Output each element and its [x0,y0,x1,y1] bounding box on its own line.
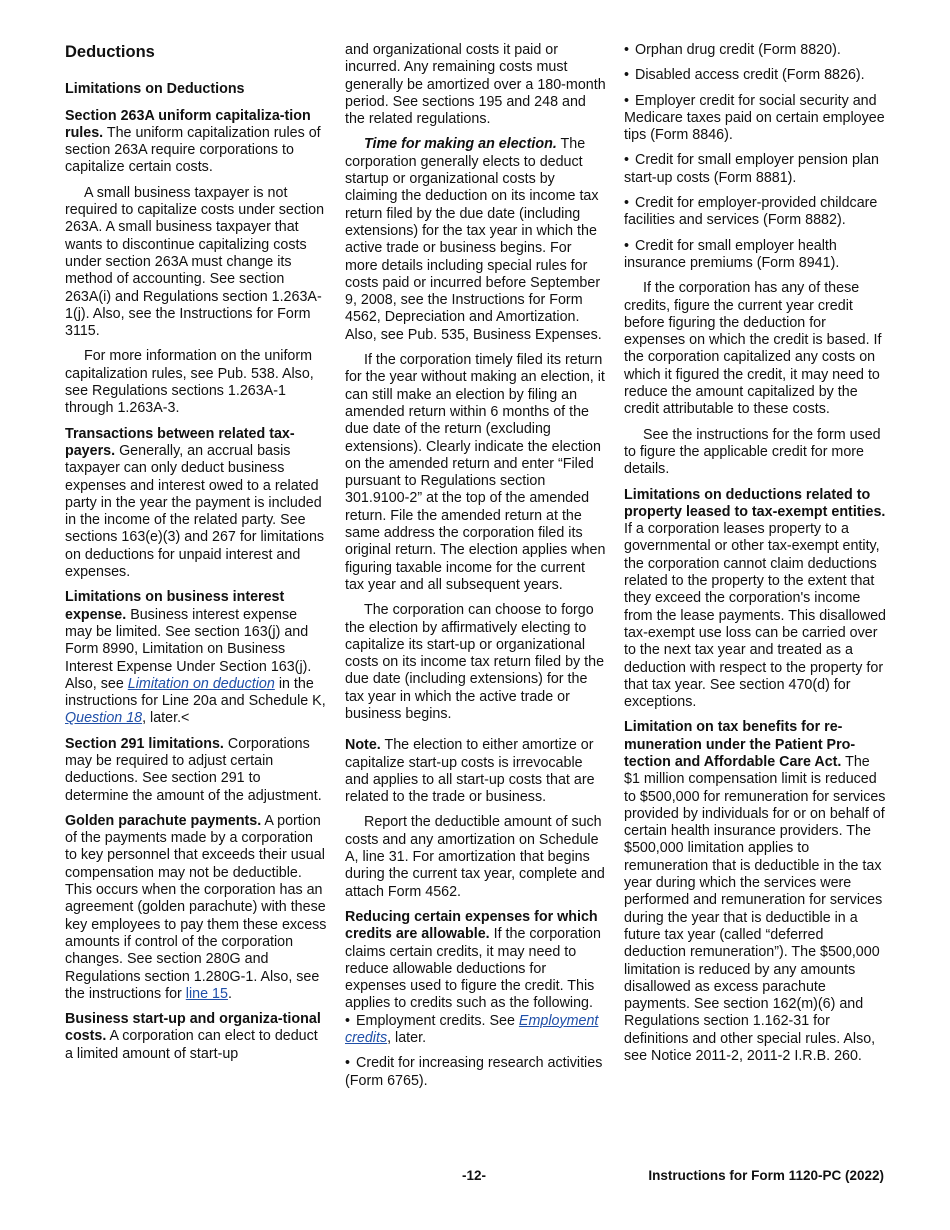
question-18-link[interactable]: Question 18 [65,710,143,727]
run-in-heading: Transactions between related tax-payers. [65,425,295,459]
run-in-heading: Time for making an election. [364,136,557,153]
paragraph: Golden parachute payments. A portion of the payments made by a corporation to key personnel that exceeds their usual compensation may not be deductible. This occurs when the corporation has an agreement (golden parachute) with these key employees to pay them these excess amounts if control of the corporation changes. See section 280G and Regulations section 1.280G-1. Also, see the instructions for line 15. [65,812,327,1002]
list-item: • Orphan drug credit (Form 8820). [624,42,886,59]
paragraph: The corporation can choose to forgo the election by affirmatively electing to capitalize its start-up or organizational costs on its income tax return filed by the due date (including extensions) for the tax year in which the active trade or business begins. [345,602,605,722]
list-item: • Employer credit for social security and Medicare taxes paid on certain employee tips (Form 8846). [624,93,886,145]
middle-column [345,42,607,1098]
line-15-link[interactable]: line 15 [185,985,228,1002]
left-column [65,40,327,1071]
paragraph: Time for making an election. The corporation generally elects to deduct startup or organizational costs by claiming the deduction on its income tax return filed by the due date (including extensions) for the tax year in which the active trade or business begins. For more details including special rules for costs paid or incurred before September 9, 2008, see the Instructions for Form 4562, Depreciation and Amortization. Also, see Pub. 535, Business Expenses. [345,136,602,343]
run-in-heading: Golden parachute payments. [65,812,262,829]
paragraph: A small business taxpayer is not required to capitalize costs under section 263A. A small business taxpayer that wants to discontinue capitalizing costs under section 263A must change its method of accounting. See section 263A(i) and Regulations section 1.263A-1(j). Also, see the Instructions for Form 3115. [65,184,325,340]
run-in-heading: Business start-up and organiza-tional costs. [65,1011,321,1045]
footer-title: Instructions for Form 1120-PC (2022) [648,1168,884,1183]
subsection-title: Limitations on Deductions [65,81,245,98]
paragraph: Section 291 limitations. Corporations may be required to adjust certain deductions. See section 291 to determine the amount of the adjustment. [65,735,322,804]
paragraph: If the corporation timely filed its return for the year without making an election, it can still make an election by filing an amended return within 6 months of the due date of the return (excluding extensions). Clearly indicate the election on the amended return and enter “Filed pursuant to Regulations section 301.9100-2” at the top of the amended return. File the amended return at the same address the corporation filed its original return. The election applies when figuring taxable income for the current tax year and all subsequent years. [345,352,606,593]
paragraph: Transactions between related tax-payers. Generally, an accrual basis taxpayer can only deduct business expenses and interest owed to a related party in the year the payment is included in the income of the related party. See sections 163(e)(3) and 267 for limitations on deductions for unpaid interest and expenses. [65,425,325,581]
note-paragraph: Note. The election to either amortize or capitalize start-up costs is irrevocable and applies to all start-up costs that are related to the trade or business. [345,737,595,806]
list-item: • Credit for small employer health insurance premiums (Form 8941). [624,238,886,273]
paragraph: Limitations on deductions related to property leased to tax-exempt entities. If a corporation leases property to a governmental or other tax-exempt entity, the corporation cannot claim deductions related to the property to the extent that they exceed the corporation's income from the lease payments. This disallowed tax-exempt use loss can be carried over to the next tax year and treated as a deduction with respect to the property for that tax year. See section 470(d) for exceptions. [624,486,886,711]
paragraph: Business start-up and organiza-tional costs. A corporation can elect to deduct a limited amount of start-up [65,1011,321,1062]
run-in-heading: Limitation on tax benefits for re-muneration under the Patient Pro-tection and Affordable Care Act. [624,719,856,770]
right-column [624,42,886,1073]
section-title: Deductions [65,43,155,61]
paragraph: See the instructions for the form used to figure the applicable credit for more details. [624,426,881,478]
list-item: • Credit for employer-provided childcare facilities and services (Form 8882). [624,195,886,230]
paragraph: Limitation on tax benefits for re-muneration under the Patient Pro-tection and Affordable Care Act. The $1 million compensation limit is reduced to $500,000 for remuneration for services provided by individuals for or on behalf of certain health insurance providers. The $500,000 limitation applies to remuneration that is deductible in the tax year during which the services were performed and remuneration for services during the year that is deductible in a future tax year (called “deferred deduction remuneration”). The $500,000 limitation is reduced by any amounts disallowed as excess parachute payments. See section 162(m)(6) and Regulations section 1.162-31 for definitions and other special rules. Also, see Notice 2011-2, 2011-2 I.R.B. 260. [624,719,886,1065]
list-item: • Credit for small employer pension plan start-up costs (Form 8881). [624,152,886,187]
run-in-heading: Limitations on deductions related to property leased to tax-exempt entities. [624,486,886,520]
list-item: • Credit for increasing research activities (Form 6765). [345,1055,607,1090]
paragraph: Report the deductible amount of such costs and any amortization on Schedule A, line 31. For amortization that begins during the current tax year, complete and attach Form 4562. [345,814,605,900]
paragraph: If the corporation has any of these credits, figure the current year credit before figuring the deduction for expenses on which the credit is based. If the corporation capitalized any costs on which it figured the credit, it may need to reduce the amount capitalized by the credit attributable to these costs. [624,280,882,418]
note-label: Note. [345,737,381,754]
paragraph: and organizational costs it paid or incurred. Any remaining costs must generally be amortized over a 180-month period. See sections 195 and 248 and the related regulations. [345,42,606,128]
paragraph: Limitations on business interest expense. Business interest expense may be limited. See section 163(j) and Form 8990, Limitation on Business Interest Expense Under Section 163(j). Also, see Limitation on deduction in the instructions for Line 20a and Schedule K, Question 18, later.< [65,589,326,727]
paragraph: For more information on the uniform capitalization rules, see Pub. 538. Also, see Regulations sections 1.263A-1 through 1.263A-3. [65,348,314,417]
limitation-on-deduction-link[interactable]: Limitation on deduction [127,675,275,692]
run-in-heading: Limitations on business interest expense. [65,589,285,623]
employment-credits-link[interactable]: Employment credits [345,1012,599,1047]
page-number: -12- [462,1168,487,1183]
paragraph: Section 263A uniform capitaliza-tion rules. The uniform capitalization rules of section 263A require corporations to capitalize certain costs. [65,107,321,176]
run-in-heading: Reducing certain expenses for which credits are allowable. [345,908,598,943]
list-item: • Disabled access credit (Form 8826). [624,67,886,84]
run-in-heading: Section 291 limitations. [65,735,224,752]
list-item: • Employment credits. See Employment credits, later. [345,1013,607,1048]
paragraph: Reducing certain expenses for which credits are allowable. If the corporation claims certain credits, it may need to reduce allowable deductions for expenses used to figure the credit. This applies to credits such as the following. [345,908,601,1012]
run-in-heading: Section 263A uniform capitaliza-tion rules. [65,107,311,141]
